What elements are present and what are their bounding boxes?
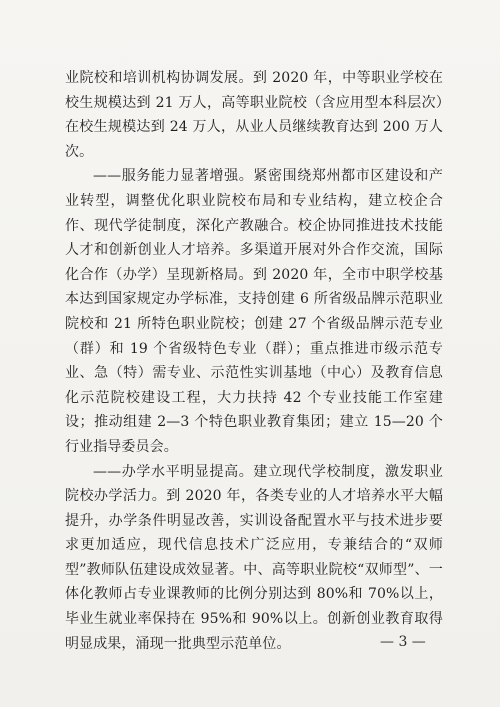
paragraph-continuation: 业院校和培训机构协调发展。到 2020 年，中等职业学校在校生规模达到 21 万人，高等职业院校（含应用型本科层次）在校生规模达到 24 万人，从业人员继续教育达到 200 万人次。 (65, 70, 443, 160)
paragraph-school-level: ——办学水平明显提高。建立现代学校制度，激发职业院校办学活力。到 2020 年，各类专业的人才培养水平大幅提升，办学条件明显改善，实训设备配置水平与技术进步要求更加适应，现代信息技术广泛应用，专兼结合的“双师型”教师队伍建设成效显著。中、高等职业院校“双师型”、一体化教师占专业课教师的比例分别达到 80%和 70%以上，毕业生就业率保持在 95%和 90%以上。创新创业教育取得明显成果，涌现一批典型示范单位。 (65, 463, 443, 652)
page-number: — 3 — (380, 634, 426, 650)
document-body (65, 66, 443, 656)
paragraph-service-capacity: ——服务能力显著增强。紧密围绕郑州都市区建设和产业转型，调整优化职业院校布局和专业结构，建立校企合作、现代学徒制度，深化产教融合。校企协同推进技术技能人才和创新创业人才培养。多渠道开展对外合作交流，国际化合作（办学）呈现新格局。到 2020 年，全市中职学校基本达到国家规定办学标准，支持创建 6 所省级品牌示范职业院校和 21 所特色职业院校；创建 27 个省级品牌示范专业（群）和 19 个省级特色专业（群）；重点推进市级示范专业、急（特）需专业、示范性实训基地（中心）及教育信息化示范院校建设工程，大力扶持 42 个专业技能工作室建设；推动组建 2—3 个特色职业教育集团；建立 15—20 个行业指导委员会。 (65, 168, 443, 455)
